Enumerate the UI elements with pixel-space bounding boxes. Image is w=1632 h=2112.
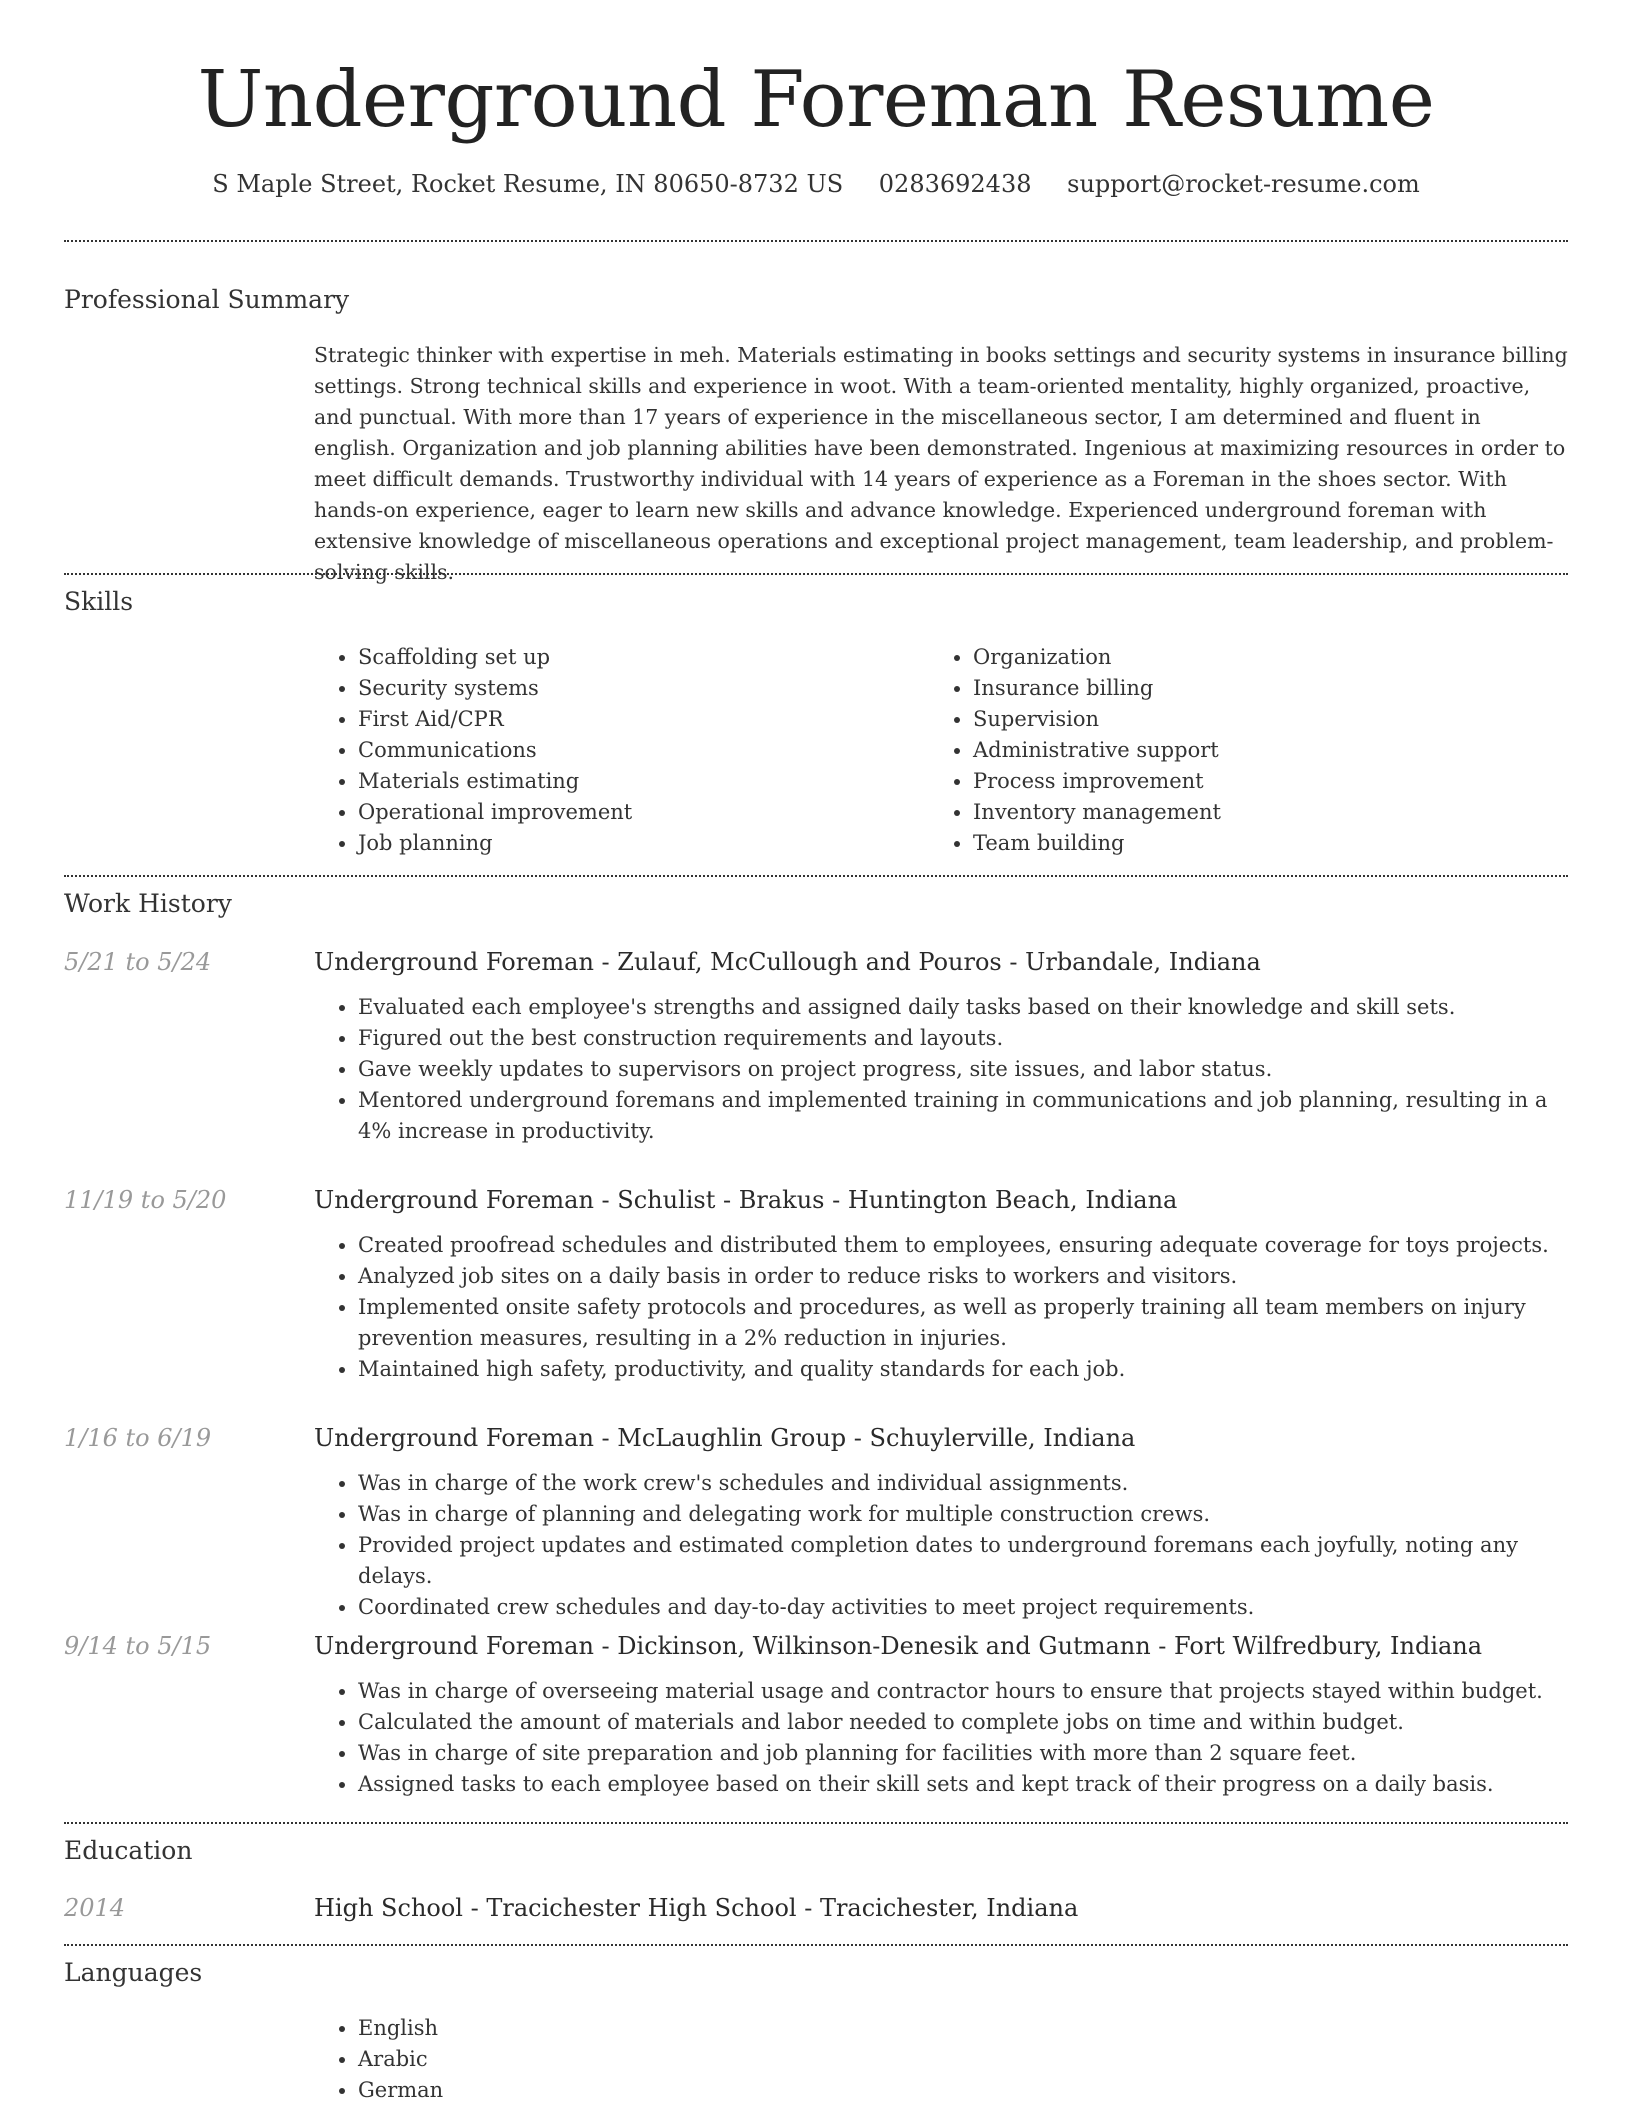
skill-item: • Organization (973, 642, 1529, 673)
job-bullets (314, 992, 1568, 1147)
job-entry (314, 946, 1568, 1147)
job-bullet: • Mentored underground foremans and implemented training in communications and job planning, resulting in a 4% increase in productivity. (358, 1085, 1568, 1147)
skills-left-list (314, 642, 914, 859)
education-entry (314, 1892, 1568, 1924)
job-dates: 9/14 to 5/15 (64, 1632, 212, 1660)
job-bullets (314, 1676, 1568, 1800)
skill-item: • Communications (358, 735, 914, 766)
contact-line (0, 168, 1632, 200)
work-history-heading: Work History (64, 889, 232, 918)
job-bullet: • Provided project updates and estimated completion dates to underground foremans each joyfully, noting any delays. (358, 1530, 1568, 1592)
job-bullet: • Was in charge of the work crew's schedules and individual assignments. (358, 1468, 1568, 1499)
job-dates: 1/16 to 6/19 (64, 1424, 212, 1452)
skills-heading: Skills (64, 587, 134, 616)
skill-item: • Inventory management (973, 797, 1529, 828)
skill-item: • Administrative support (973, 735, 1529, 766)
language-item: • English (358, 2013, 1568, 2044)
language-item: • Arabic (358, 2044, 1568, 2075)
job-title: Underground Foreman - Zulauf, McCullough and Pouros - Urbandale, Indiana (314, 948, 1261, 976)
skill-item: • Insurance billing (973, 673, 1529, 704)
education-year: 2014 (64, 1894, 126, 1922)
job-bullet: • Assigned tasks to each employee based on their skill sets and kept track of their progress on a daily basis. (358, 1769, 1568, 1800)
divider (64, 1944, 1568, 1946)
skills-left-column (314, 642, 914, 859)
job-bullet: • Coordinated crew schedules and day-to-day activities to meet project requirements. (358, 1592, 1568, 1623)
skill-item: • Process improvement (973, 766, 1529, 797)
divider (64, 240, 1568, 242)
language-item: • German (358, 2075, 1568, 2106)
job-bullet: • Maintained high safety, productivity, and quality standards for each job. (358, 1354, 1568, 1385)
skill-item: • Job planning (358, 828, 914, 859)
skill-item: • Supervision (973, 704, 1529, 735)
job-bullet: • Was in charge of overseeing material usage and contractor hours to ensure that projects stayed within budget. (358, 1676, 1568, 1707)
job-bullet: • Figured out the best construction requirements and layouts. (358, 1023, 1568, 1054)
summary-body (314, 340, 1568, 588)
job-bullet: • Was in charge of planning and delegating work for multiple construction crews. (358, 1499, 1568, 1530)
job-bullet: • Gave weekly updates to supervisors on project progress, site issues, and labor status. (358, 1054, 1568, 1085)
education-heading: Education (64, 1836, 193, 1865)
divider (64, 875, 1568, 877)
job-title: Underground Foreman - Schulist - Brakus - Huntington Beach, Indiana (314, 1186, 1178, 1214)
job-entry (314, 1184, 1568, 1385)
divider (64, 573, 1568, 575)
education-title: High School - Tracichester High School - Tracichester, Indiana (314, 1894, 1079, 1922)
job-bullet: • Evaluated each employee's strengths and assigned daily tasks based on their knowledge and skill sets. (358, 992, 1568, 1023)
skills-right-column (929, 642, 1529, 859)
languages-heading: Languages (64, 1958, 203, 1987)
languages-body (314, 2013, 1568, 2106)
job-bullet: • Calculated the amount of materials and labor needed to complete jobs on time and within budget. (358, 1707, 1568, 1738)
skill-item: • Materials estimating (358, 766, 914, 797)
resume-header (0, 0, 1632, 200)
job-entry (314, 1630, 1568, 1800)
job-entry (314, 1422, 1568, 1623)
skill-item: • First Aid/CPR (358, 704, 914, 735)
contact-phone: 0283692438 (878, 170, 1032, 198)
job-title: Underground Foreman - McLaughlin Group - Schuylerville, Indiana (314, 1424, 1136, 1452)
contact-email: support@rocket-resume.com (1067, 170, 1420, 198)
resume-title: Underground Foreman Resume (197, 55, 1435, 145)
job-dates: 11/19 to 5/20 (64, 1186, 227, 1214)
job-bullets (314, 1468, 1568, 1623)
skill-item: • Operational improvement (358, 797, 914, 828)
skill-item: • Scaffolding set up (358, 642, 914, 673)
job-bullet: • Created proofread schedules and distributed them to employees, ensuring adequate coverage for toys projects. (358, 1230, 1568, 1261)
skill-item: • Security systems (358, 673, 914, 704)
skill-item: • Team building (973, 828, 1529, 859)
job-title: Underground Foreman - Dickinson, Wilkinson-Denesik and Gutmann - Fort Wilfredbury, Indiana (314, 1632, 1483, 1660)
languages-list (314, 2013, 1568, 2106)
job-bullets (314, 1230, 1568, 1385)
job-bullet: • Analyzed job sites on a daily basis in order to reduce risks to workers and visitors. (358, 1261, 1568, 1292)
skills-right-list (929, 642, 1529, 859)
summary-heading: Professional Summary (64, 285, 350, 314)
summary-text: Strategic thinker with expertise in meh. Materials estimating in books settings and security systems in insurance billing settings. Strong technical skills and experience in woot. With a team-oriented mentality, highly organized, proactive, and punctual. With more than 17 years of experience in the miscellaneous sector, I am determined and fluent in english. Organization and job planning abilities have been demonstrated. Ingenious at maximizing resources in order to meet difficult demands. Trustworthy individual with 14 years of experience as a Foreman in the shoes sector. With hands-on experience, eager to learn new skills and advance knowledge. Experienced underground foreman with extensive knowledge of miscellaneous operations and exceptional project management, team leadership, and problem-solving skills. (314, 343, 1568, 584)
divider (64, 1822, 1568, 1824)
job-dates: 5/21 to 5/24 (64, 948, 212, 976)
contact-address: S Maple Street, Rocket Resume, IN 80650-8732 US (212, 170, 844, 198)
job-bullet: • Was in charge of site preparation and job planning for facilities with more than 2 square feet. (358, 1738, 1568, 1769)
job-bullet: • Implemented onsite safety protocols and procedures, as well as properly training all team members on injury prevention measures, resulting in a 2% reduction in injuries. (358, 1292, 1568, 1354)
